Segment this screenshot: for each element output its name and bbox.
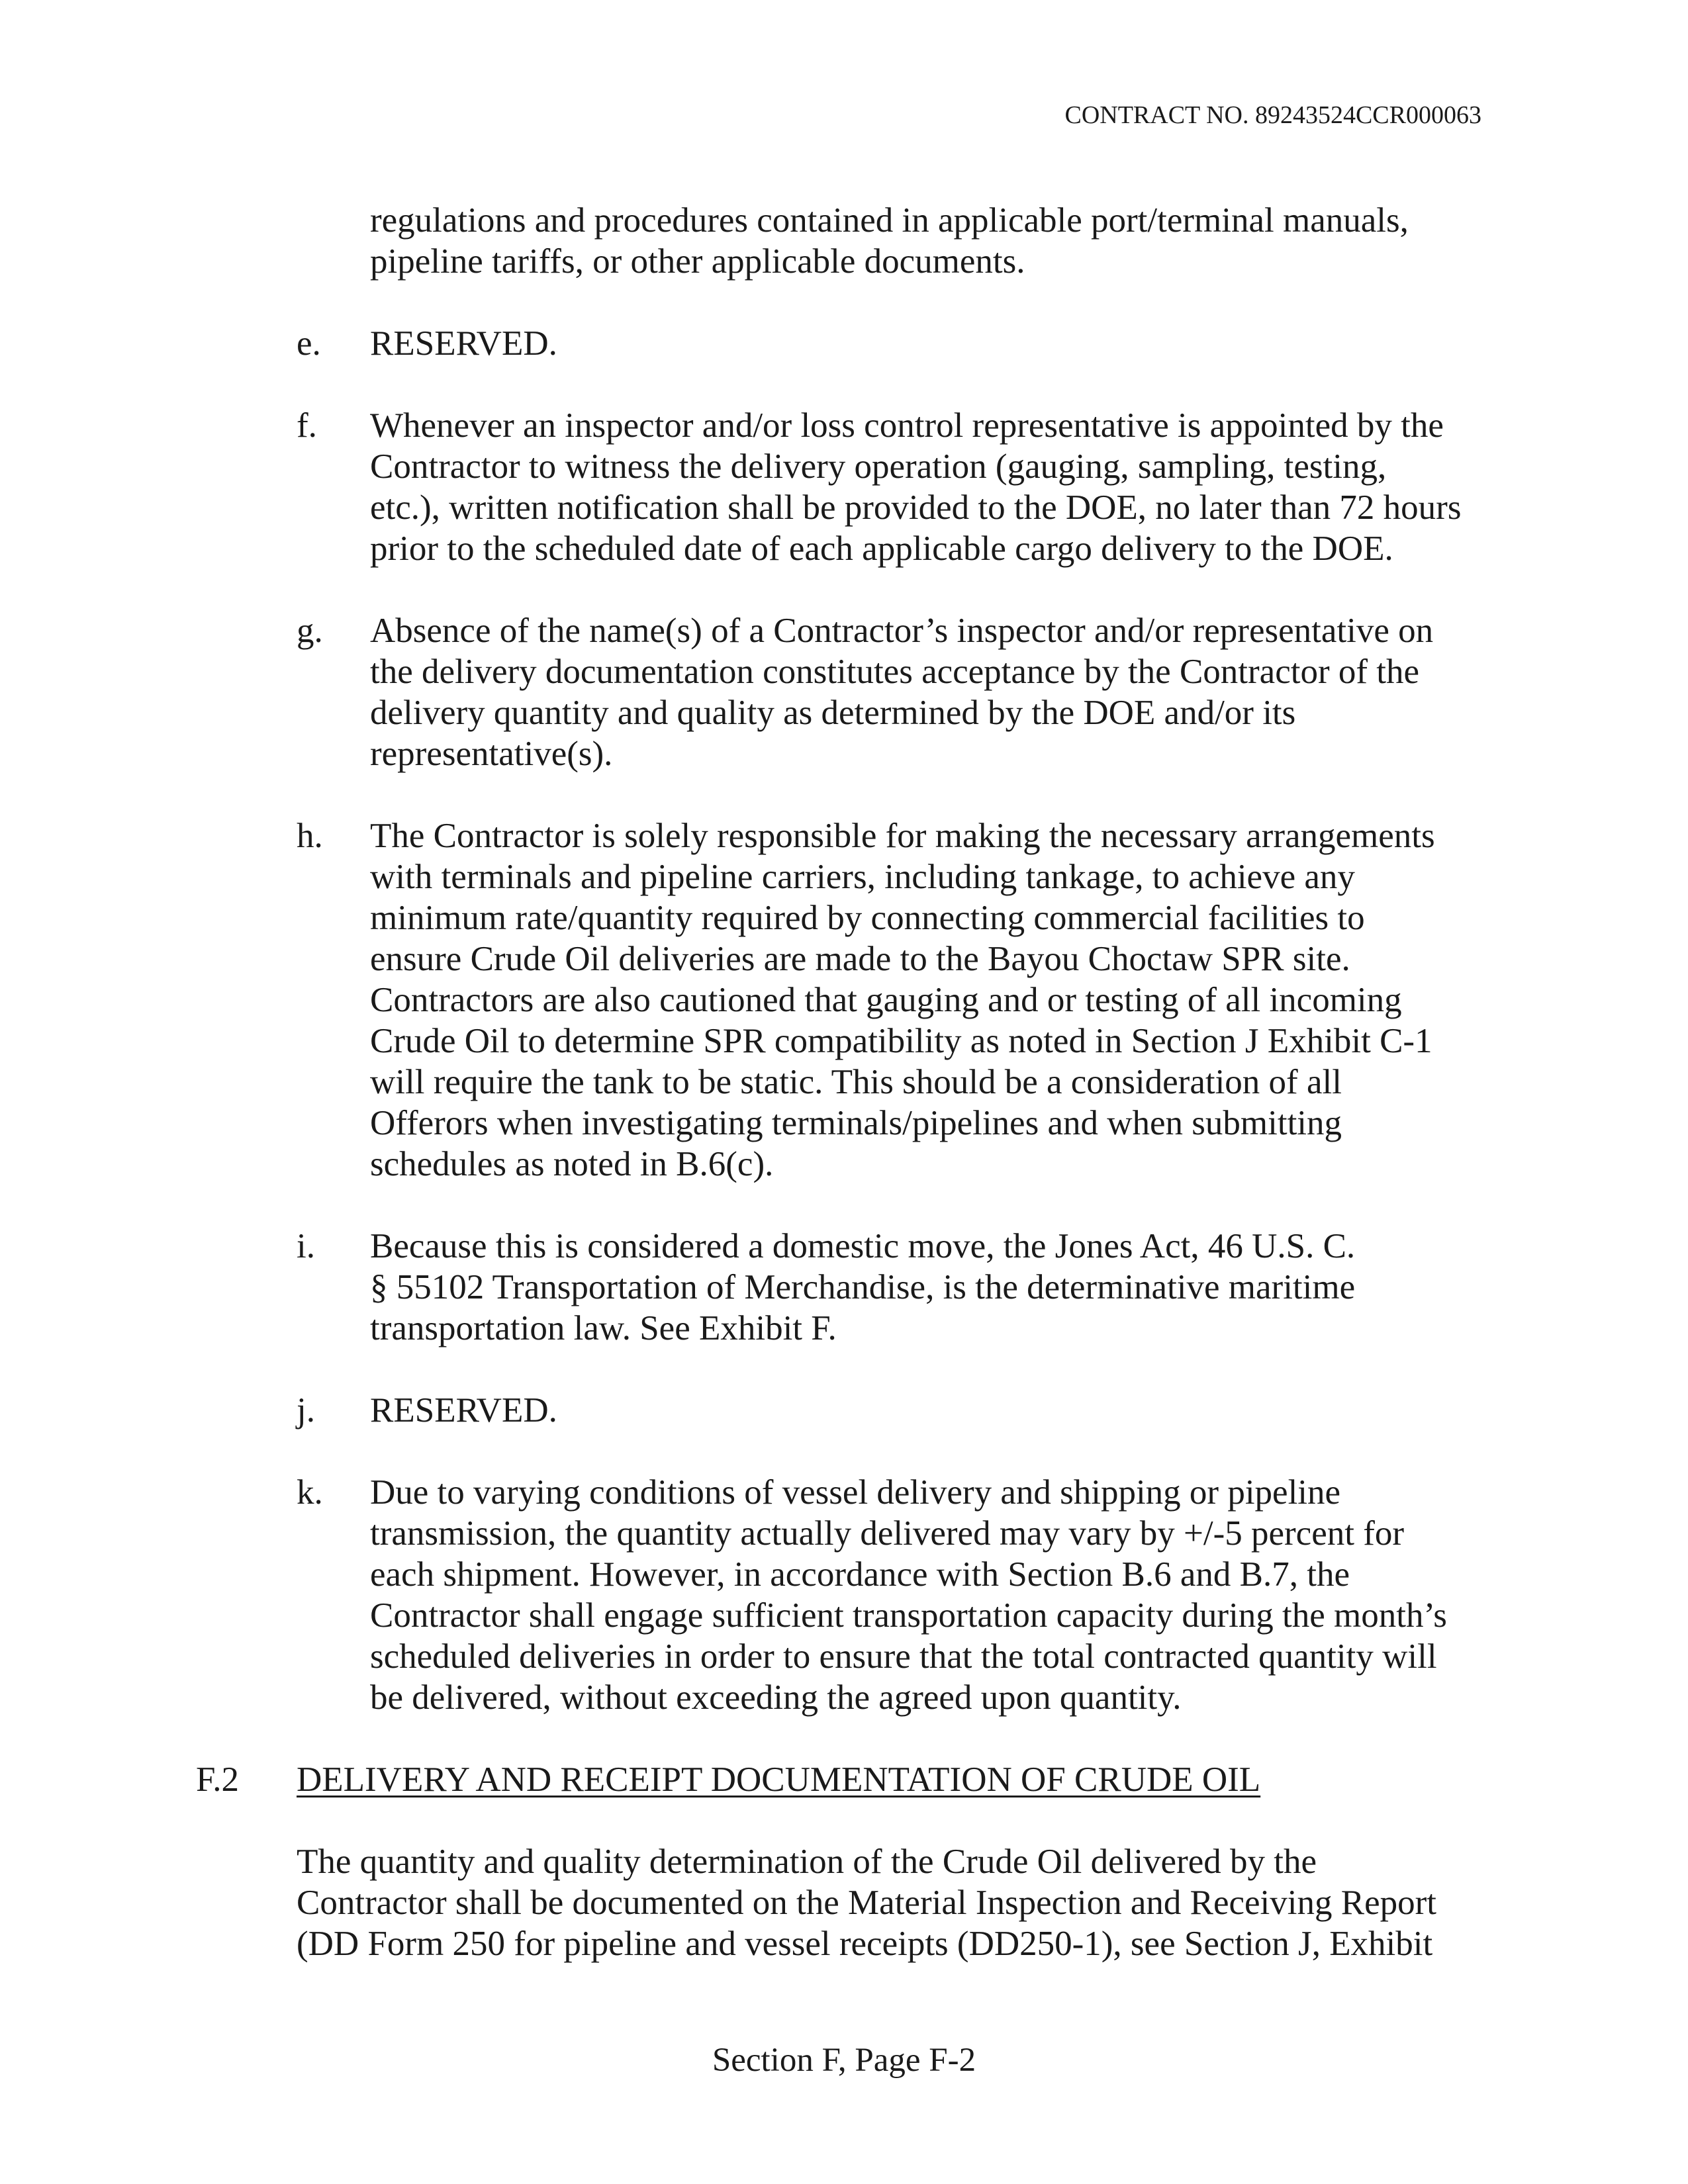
item-text <box>370 405 1487 569</box>
item-text <box>370 610 1487 774</box>
list-item-j <box>196 1390 1487 1431</box>
text-line: Crude Oil to determine SPR compatibility as noted in Section J Exhibit C-1 <box>370 1022 1432 1060</box>
text-line: Whenever an inspector and/or loss control representative is appointed by the <box>370 406 1444 445</box>
item-text <box>370 1390 1487 1431</box>
text-line: scheduled deliveries in order to ensure that the total contracted quantity will <box>370 1637 1437 1676</box>
text-line: schedules as noted in B.6(c). <box>370 1145 774 1183</box>
item-text <box>370 1226 1487 1349</box>
text-line: regulations and procedures contained in applicable port/terminal manuals, <box>370 201 1409 240</box>
item-text <box>370 323 1487 364</box>
section-title: DELIVERY AND RECEIPT DOCUMENTATION OF CRUDE OIL <box>297 1760 1261 1799</box>
list-item-i <box>196 1226 1487 1349</box>
text-line: § 55102 Transportation of Merchandise, is the determinative maritime <box>370 1268 1356 1306</box>
list-item-f <box>196 405 1487 569</box>
list-item-e <box>196 323 1487 364</box>
text-line: (DD Form 250 for pipeline and vessel receipts (DD250-1), see Section J, Exhibit <box>297 1925 1433 1963</box>
document-body <box>196 200 1487 1964</box>
item-letter: e. <box>297 324 321 363</box>
text-line: RESERVED. <box>370 1391 557 1430</box>
text-line: Absence of the name(s) of a Contractor’s inspector and/or representative on <box>370 612 1434 650</box>
text-line: Contractor to witness the delivery operation (gauging, sampling, testing, <box>370 447 1387 486</box>
text-line: transportation law. See Exhibit F. <box>370 1309 837 1347</box>
text-line: Offerors when investigating terminals/pipelines and when submitting <box>370 1104 1342 1142</box>
text-line: Due to varying conditions of vessel delivery and shipping or pipeline <box>370 1473 1341 1512</box>
text-line: Because this is considered a domestic move, the Jones Act, 46 U.S. C. <box>370 1227 1356 1265</box>
list-item-g <box>196 610 1487 774</box>
text-line: ensure Crude Oil deliveries are made to the Bayou Choctaw SPR site. <box>370 940 1350 978</box>
text-line: will require the tank to be static. This should be a consideration of all <box>370 1063 1342 1101</box>
item-letter: k. <box>297 1473 323 1512</box>
text-line: prior to the scheduled date of each applicable cargo delivery to the DOE. <box>370 529 1393 568</box>
section-f2-paragraph <box>297 1841 1487 1964</box>
continued-paragraph <box>370 200 1487 282</box>
contract-number-header: CONTRACT NO. 89243524CCR000063 <box>1064 101 1481 129</box>
text-line: RESERVED. <box>370 324 557 363</box>
item-letter: g. <box>297 612 323 650</box>
text-line: minimum rate/quantity required by connecting commercial facilities to <box>370 899 1365 937</box>
text-line: Contractors are also cautioned that gauging and or testing of all incoming <box>370 981 1402 1019</box>
section-heading-f2 <box>196 1759 1487 1800</box>
list-item-h <box>196 815 1487 1185</box>
text-line: transmission, the quantity actually delivered may vary by +/-5 percent for <box>370 1514 1404 1553</box>
text-line: Contractor shall engage sufficient transportation capacity during the month’s <box>370 1596 1447 1635</box>
item-letter: f. <box>297 406 317 445</box>
text-line: etc.), written notification shall be provided to the DOE, no later than 72 hours <box>370 488 1462 527</box>
text-line: the delivery documentation constitutes acceptance by the Contractor of the <box>370 653 1420 691</box>
text-line: representative(s). <box>370 735 613 773</box>
text-line: each shipment. However, in accordance with Section B.6 and B.7, the <box>370 1555 1350 1594</box>
text-line: be delivered, without exceeding the agreed upon quantity. <box>370 1678 1182 1717</box>
item-letter: i. <box>297 1227 315 1265</box>
text-line: delivery quantity and quality as determined by the DOE and/or its <box>370 694 1296 732</box>
list-item-k <box>196 1472 1487 1718</box>
item-text <box>370 1472 1487 1718</box>
text-line: The quantity and quality determination of the Crude Oil delivered by the <box>297 1843 1317 1881</box>
text-line: pipeline tariffs, or other applicable documents. <box>370 242 1025 281</box>
text-line: Contractor shall be documented on the Material Inspection and Receiving Report <box>297 1884 1436 1922</box>
page-footer: Section F, Page F-2 <box>712 2042 976 2079</box>
section-number: F.2 <box>196 1760 239 1799</box>
text-line: The Contractor is solely responsible for making the necessary arrangements <box>370 817 1435 855</box>
text-line: with terminals and pipeline carriers, including tankage, to achieve any <box>370 858 1355 896</box>
item-text <box>370 815 1487 1185</box>
item-letter: j. <box>297 1391 315 1430</box>
item-letter: h. <box>297 817 323 855</box>
